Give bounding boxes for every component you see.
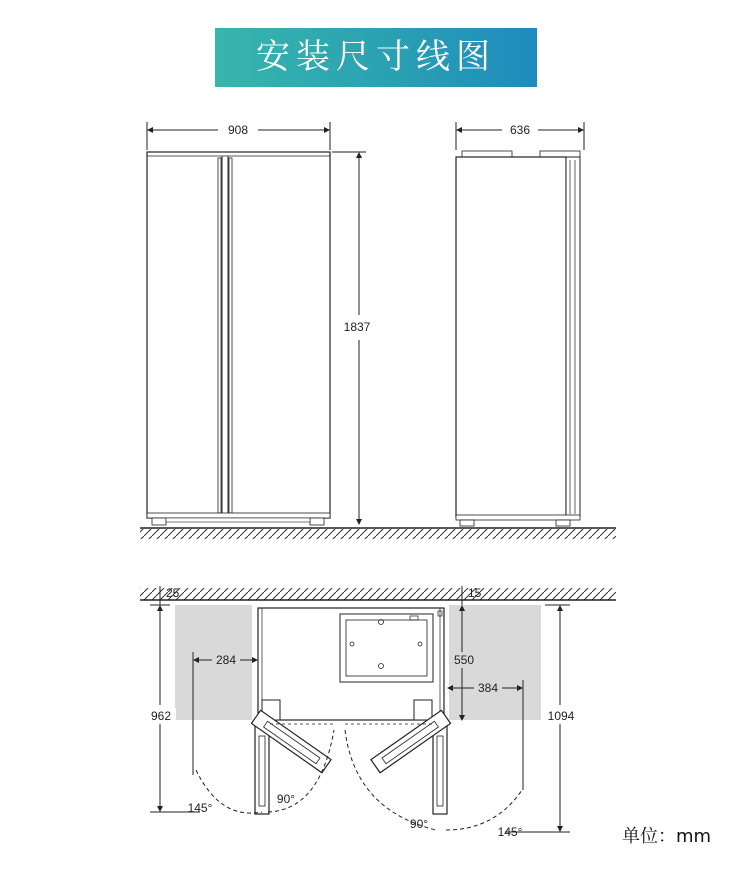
- right-clearance-dim: 15: [468, 586, 482, 600]
- unit-label: 单位：mm: [622, 826, 712, 847]
- right-angle-145: 145°: [497, 825, 523, 839]
- left-angle-90: 90°: [276, 792, 296, 806]
- side-depth-dim: 636: [509, 123, 531, 137]
- right-depth-dim: 1094: [547, 709, 575, 723]
- side-view: [456, 122, 584, 526]
- right-angle-90: 90°: [409, 817, 429, 831]
- right-384-dim: 384: [477, 681, 499, 695]
- left-clearance-dim: 25: [166, 586, 180, 600]
- front-width-dim: 908: [227, 123, 249, 137]
- right-550-dim: 550: [453, 653, 475, 667]
- left-angle-145: 145°: [187, 801, 213, 815]
- front-height-dim: 1837: [343, 320, 371, 334]
- left-depth-dim: 962: [150, 709, 172, 723]
- top-view: [140, 586, 616, 839]
- floor-line: [140, 528, 616, 539]
- title-banner: 安装尺寸线图: [215, 28, 537, 87]
- front-view: [147, 122, 374, 525]
- left-inner-dim: 284: [215, 653, 237, 667]
